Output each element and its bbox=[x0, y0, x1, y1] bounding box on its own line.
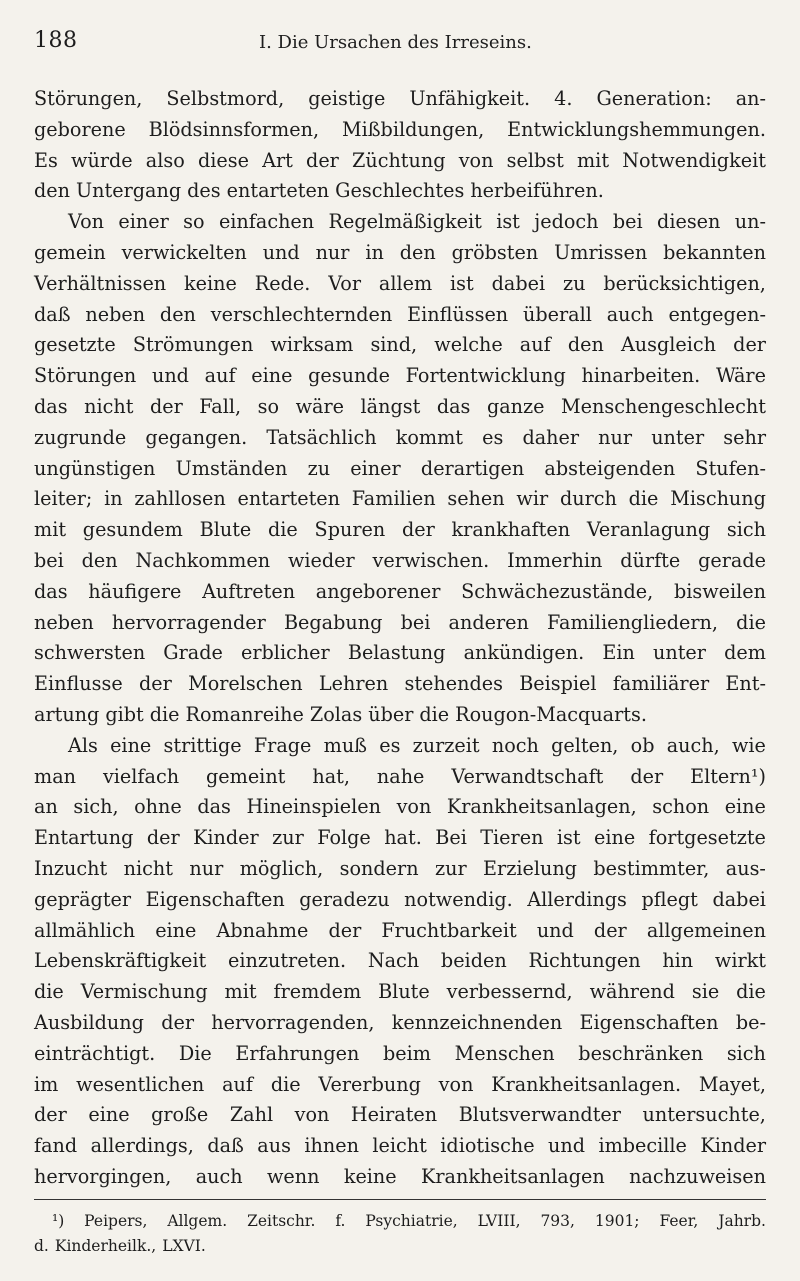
text-line: der eine große Zahl von Heiraten Blutsverwandter untersuchte, bbox=[34, 1103, 766, 1127]
text-line: daß neben den verschlechternden Einflüssen überall auch entgegen- bbox=[34, 302, 766, 326]
text-line: Es würde also diese Art der Züchtung von selbst mit Notwendigkeit bbox=[34, 148, 766, 172]
text-line: an sich, ohne das Hineinspielen von Krankheitsanlagen, schon eine bbox=[34, 795, 766, 819]
text-line: im wesentlichen auf die Vererbung von Krankheitsanlagen. Mayet, bbox=[34, 1072, 766, 1096]
footnote-rule bbox=[34, 1199, 766, 1200]
text-line: schwersten Grade erblicher Belastung ankündigen. Ein unter dem bbox=[34, 641, 766, 665]
text-line: den Untergang des entarteten Geschlechtes herbeiführen. bbox=[34, 179, 604, 203]
text-line: Als eine strittige Frage muß es zurzeit noch gelten, ob auch, wie bbox=[68, 733, 766, 757]
body-text bbox=[34, 84, 766, 1193]
text-line: das häufigere Auftreten angeborener Schwächezustände, bisweilen bbox=[34, 579, 766, 603]
text-line: geborene Blödsinnsformen, Mißbildungen, Entwicklungshemmungen. bbox=[34, 117, 766, 141]
text-line: einträchtigt. Die Erfahrungen beim Menschen beschränken sich bbox=[34, 1041, 766, 1065]
text-line: fand allerdings, daß aus ihnen leicht idiotische und imbecille Kinder bbox=[34, 1134, 766, 1158]
text-line: mit gesundem Blute die Spuren der krankhaften Veranlagung sich bbox=[34, 518, 766, 542]
text-line: allmählich eine Abnahme der Fruchtbarkeit und der allgemeinen bbox=[34, 918, 766, 942]
footnote-line: ¹) Peipers, Allgem. Zeitschr. f. Psychiatrie, LVIII, 793, 1901; Feer, Jahrb. bbox=[52, 1212, 766, 1230]
text-line: Einflusse der Morelschen Lehren stehendes Beispiel familiärer Ent- bbox=[34, 672, 766, 696]
text-line: gemein verwickelten und nur in den gröbsten Umrissen bekannten bbox=[34, 240, 766, 264]
text-line: zugrunde gegangen. Tatsächlich kommt es daher nur unter sehr bbox=[34, 425, 766, 449]
running-head: I. Die Ursachen des Irreseins. bbox=[259, 32, 532, 53]
text-line: Lebenskräftigkeit einzutreten. Nach beiden Richtungen hin wirkt bbox=[34, 949, 766, 973]
page-header bbox=[34, 28, 766, 62]
text-line: artung gibt die Romanreihe Zolas über die Rougon-Macquarts. bbox=[34, 702, 647, 726]
text-line: hervorgingen, auch wenn keine Krankheitsanlagen nachzuweisen bbox=[34, 1164, 766, 1188]
text-line: Inzucht nicht nur möglich, sondern zur Erzielung bestimmter, aus- bbox=[34, 856, 766, 880]
text-line: bei den Nachkommen wieder verwischen. Immerhin dürfte gerade bbox=[34, 548, 766, 572]
text-line: das nicht der Fall, so wäre längst das ganze Menschengeschlecht bbox=[34, 394, 766, 418]
text-line: neben hervorragender Begabung bei anderen Familiengliedern, die bbox=[34, 610, 766, 634]
text-line: man vielfach gemeint hat, nahe Verwandtschaft der Eltern¹) bbox=[34, 764, 766, 788]
text-line: Ausbildung der hervorragenden, kennzeichnenden Eigenschaften be- bbox=[34, 1010, 766, 1034]
page-number: 188 bbox=[34, 28, 78, 53]
text-line: gesetzte Strömungen wirksam sind, welche auf den Ausgleich der bbox=[34, 333, 766, 357]
text-line: ungünstigen Umständen zu einer derartigen absteigenden Stufen- bbox=[34, 456, 766, 480]
text-line: leiter; in zahllosen entarteten Familien sehen wir durch die Mischung bbox=[34, 487, 766, 511]
footnote bbox=[34, 1209, 766, 1259]
text-line: Störungen, Selbstmord, geistige Unfähigkeit. 4. Generation: an- bbox=[34, 87, 766, 110]
text-line: Von einer so einfachen Regelmäßigkeit ist jedoch bei diesen un- bbox=[68, 210, 766, 234]
text-line: geprägter Eigenschaften geradezu notwendig. Allerdings pflegt dabei bbox=[34, 887, 766, 911]
footnote-line: d. Kinderheilk., LXVI. bbox=[34, 1237, 206, 1255]
text-line: Verhältnissen keine Rede. Vor allem ist dabei zu berücksichtigen, bbox=[34, 271, 766, 295]
text-line: die Vermischung mit fremdem Blute verbessernd, während sie die bbox=[34, 980, 766, 1004]
text-line: Entartung der Kinder zur Folge hat. Bei Tieren ist eine fortgesetzte bbox=[34, 826, 766, 850]
text-line: Störungen und auf eine gesunde Fortentwicklung hinarbeiten. Wäre bbox=[34, 364, 766, 388]
